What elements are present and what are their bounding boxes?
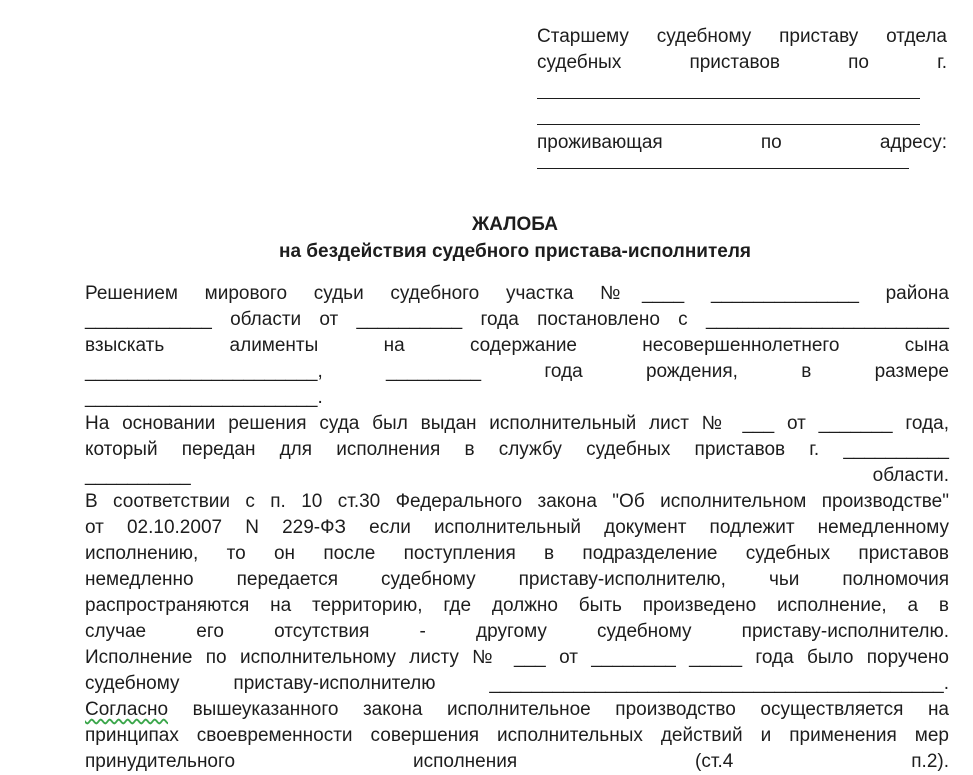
document-title: ЖАЛОБА [472, 214, 558, 235]
body-line: принудительного исполнения (ст.4 п.2). [85, 751, 949, 772]
body-line: ____________ области от __________ года постановлено с _______________________ [85, 309, 949, 330]
body-line-rest: вышеуказанного закона исполнительное производство осуществляется на [168, 699, 949, 720]
body-line: Решением мирового судьи судебного участка №____ ______________ района [85, 283, 949, 304]
addressee-blank-1 [537, 86, 920, 99]
address-label: проживающая по адресу: [537, 132, 947, 153]
body-line: немедленно передается судебному приставу-исполнителю, чьи полномочия [85, 569, 949, 590]
body-line: Исполнение по исполнительному листу № ___ от ________ _____ года было поручено [85, 647, 949, 668]
body-line: В соответствии с п. 10 ст.30 Федерального закона "Об исполнительном производстве" [85, 491, 949, 512]
body-line [85, 463, 949, 489]
body-line: распространяются на территорию, где должно быть произведено исполнение, а в [85, 595, 949, 616]
body-line [85, 697, 949, 723]
addressee-line-2: судебных приставов по г. [537, 51, 947, 73]
body-line: который передан для исполнения в службу судебных приставов г. __________ [85, 439, 949, 460]
body-line: ______________________, _________ года рождения, в размере [85, 361, 949, 382]
body-line: взыскать алименты на содержание несовершеннолетнего сына [85, 335, 949, 356]
body-line: ______________________. [85, 387, 323, 408]
body-line: исполнению, то он после поступления в подразделение судебных приставов [85, 543, 949, 564]
body-line: На основании решения суда был выдан исполнительный лист № ___ от _______ года, [85, 413, 949, 434]
document-body [85, 281, 949, 775]
body-line: случае его отсутствия - другому судебному приставу-исполнителю. [85, 621, 949, 642]
address-blank [537, 156, 909, 169]
body-line: судебному приставу-исполнителю ___________________________________________. [85, 673, 949, 694]
document-subtitle: на бездействия судебного пристава-исполнителя [278, 241, 751, 262]
addressee-line-1: Старшему судебному приставу отдела [537, 26, 947, 47]
region-blank: __________ [85, 465, 191, 486]
region-label: области. [872, 465, 949, 486]
body-line: принципах своевременности совершения исполнительных действий и применения мер [85, 725, 949, 746]
spellcheck-word: Согласно [85, 699, 169, 720]
addressee-blank-2 [537, 112, 920, 125]
body-line: от 02.10.2007 N 229-ФЗ если исполнительный документ подлежит немедленному [85, 517, 949, 538]
addressee-block [537, 24, 947, 182]
